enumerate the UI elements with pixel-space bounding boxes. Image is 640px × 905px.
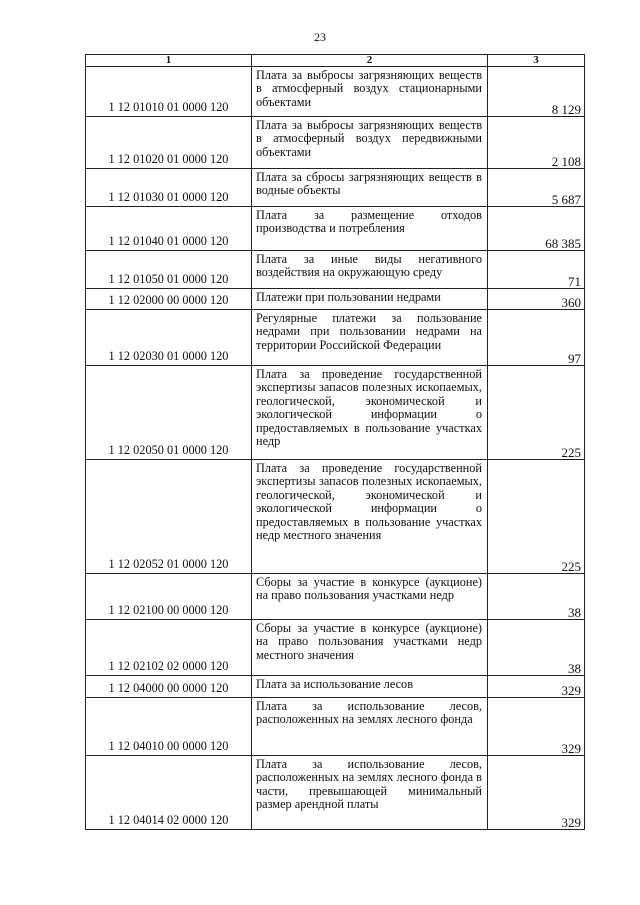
- row-value: 329: [488, 756, 585, 830]
- header-row: [86, 55, 585, 67]
- column-header-value: 3: [488, 55, 585, 67]
- row-value: 71: [488, 251, 585, 289]
- row-name: Плата за использование лесов, расположенных на землях лесного фонда: [252, 698, 488, 756]
- column-header-name: 2: [252, 55, 488, 67]
- table-row: [86, 676, 585, 698]
- row-value: 38: [488, 574, 585, 620]
- row-value: 97: [488, 310, 585, 366]
- row-name: Плата за выбросы загрязняющих веществ в атмосферный воздух стационарными объектами: [252, 67, 488, 117]
- table-row: [86, 251, 585, 289]
- row-code: 1 12 01010 01 0000 120: [86, 67, 252, 117]
- page-number: 23: [314, 30, 326, 44]
- row-value: 360: [488, 289, 585, 310]
- row-name: Сборы за участие в конкурсе (аукционе) на право пользования участками недр местного значения: [252, 620, 488, 676]
- row-code: 1 12 01040 01 0000 120: [86, 207, 252, 251]
- row-code: 1 12 04010 00 0000 120: [86, 698, 252, 756]
- row-code: 1 12 02050 01 0000 120: [86, 366, 252, 460]
- row-value: 68 385: [488, 207, 585, 251]
- table-row: [86, 756, 585, 830]
- row-value: 225: [488, 460, 585, 574]
- row-name: Сборы за участие в конкурсе (аукционе) на право пользования участками недр: [252, 574, 488, 620]
- table-body: [86, 67, 585, 830]
- row-name: Плата за использование лесов, расположенных на землях лесного фонда в части, превышающей минимальный размер арендной платы: [252, 756, 488, 830]
- row-code: 1 12 02102 02 0000 120: [86, 620, 252, 676]
- table-row: [86, 698, 585, 756]
- row-code: 1 12 04000 00 0000 120: [86, 676, 252, 698]
- table-row: [86, 67, 585, 117]
- row-value: 8 129: [488, 67, 585, 117]
- budget-table: [85, 54, 585, 830]
- table-row: [86, 310, 585, 366]
- row-name: Плата за размещение отходов производства и потребления: [252, 207, 488, 251]
- row-value: 38: [488, 620, 585, 676]
- row-name: Плата за выбросы загрязняющих веществ в атмосферный воздух передвижными объектами: [252, 117, 488, 169]
- table-row: [86, 207, 585, 251]
- row-name: Плата за иные виды негативного воздействия на окружающую среду: [252, 251, 488, 289]
- row-name: Плата за использование лесов: [252, 676, 488, 698]
- row-value: 225: [488, 366, 585, 460]
- table-row: [86, 289, 585, 310]
- row-code: 1 12 02100 00 0000 120: [86, 574, 252, 620]
- table-row: [86, 169, 585, 207]
- row-value: 5 687: [488, 169, 585, 207]
- row-name: Плата за сбросы загрязняющих веществ в водные объекты: [252, 169, 488, 207]
- row-code: 1 12 02052 01 0000 120: [86, 460, 252, 574]
- table-row: [86, 574, 585, 620]
- row-code: 1 12 01050 01 0000 120: [86, 251, 252, 289]
- row-code: 1 12 02030 01 0000 120: [86, 310, 252, 366]
- table-row: [86, 620, 585, 676]
- row-value: 329: [488, 676, 585, 698]
- row-code: 1 12 02000 00 0000 120: [86, 289, 252, 310]
- table-row: [86, 117, 585, 169]
- row-name: Регулярные платежи за пользование недрами при пользовании недрами на территории Российской Федерации: [252, 310, 488, 366]
- row-code: 1 12 01030 01 0000 120: [86, 169, 252, 207]
- row-name: Платежи при пользовании недрами: [252, 289, 488, 310]
- table-row: [86, 366, 585, 460]
- row-value: 329: [488, 698, 585, 756]
- row-value: 2 108: [488, 117, 585, 169]
- table-row: [86, 460, 585, 574]
- row-code: 1 12 01020 01 0000 120: [86, 117, 252, 169]
- row-name: Плата за проведение государственной экспертизы запасов полезных ископаемых, геологической, экономической и экологической информации о предоставляемых в пользование участках недр местного значения: [252, 460, 488, 574]
- column-header-code: 1: [86, 55, 252, 67]
- row-name: Плата за проведение государственной экспертизы запасов полезных ископаемых, геологической, экономической и экологической информации о предоставляемых в пользование участках недр: [252, 366, 488, 460]
- row-code: 1 12 04014 02 0000 120: [86, 756, 252, 830]
